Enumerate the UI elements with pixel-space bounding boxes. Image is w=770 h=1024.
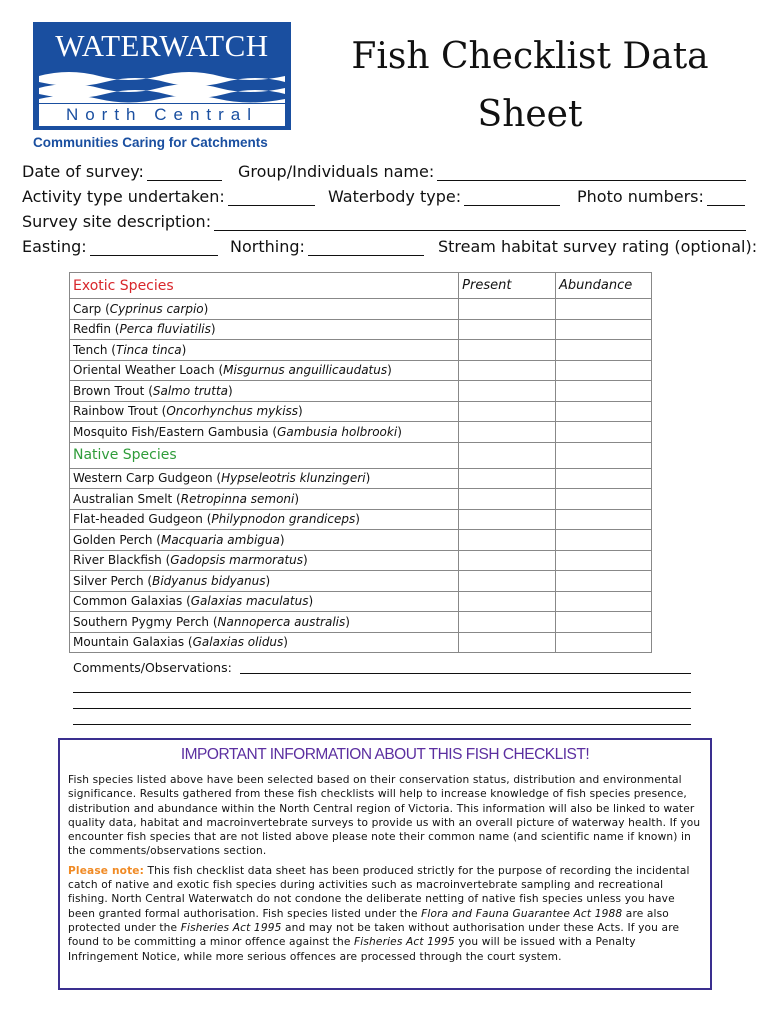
- species-name: Carp (Cyprinus carpio): [70, 299, 459, 320]
- native-heading: Native Species: [70, 442, 459, 468]
- species-row: [70, 591, 652, 612]
- waterwatch-logo: [33, 22, 291, 130]
- present-cell[interactable]: [459, 360, 556, 381]
- present-cell[interactable]: [459, 530, 556, 551]
- species-name: Mosquito Fish/Eastern Gambusia (Gambusia holbrooki): [70, 422, 459, 443]
- species-row: [70, 319, 652, 340]
- species-name: Redfin (Perca fluviatilis): [70, 319, 459, 340]
- rating-field[interactable]: [438, 237, 758, 256]
- abundance-cell[interactable]: [556, 612, 652, 633]
- present-cell[interactable]: [459, 422, 556, 443]
- abundance-cell[interactable]: [556, 550, 652, 571]
- abundance-cell[interactable]: [556, 571, 652, 592]
- group-field[interactable]: [238, 163, 746, 181]
- species-name: Tench (Tinca tinca): [70, 340, 459, 361]
- abundance-cell[interactable]: [556, 401, 652, 422]
- species-name: Oriental Weather Loach (Misgurnus anguillicaudatus): [70, 360, 459, 381]
- species-row: [70, 381, 652, 402]
- present-cell[interactable]: [459, 591, 556, 612]
- abundance-cell[interactable]: [556, 340, 652, 361]
- species-name: Flat-headed Gudgeon (Philypnodon grandiceps): [70, 509, 459, 530]
- present-cell[interactable]: [459, 509, 556, 530]
- species-table: [69, 272, 652, 653]
- title-line-2: Sheet: [477, 94, 583, 135]
- species-name: Silver Perch (Bidyanus bidyanus): [70, 571, 459, 592]
- abundance-cell[interactable]: [556, 530, 652, 551]
- site-label: Survey site description:: [22, 212, 212, 231]
- abundance-cell[interactable]: [556, 591, 652, 612]
- species-row: [70, 632, 652, 653]
- abundance-cell[interactable]: [556, 319, 652, 340]
- date-field[interactable]: [22, 163, 222, 181]
- logo-subtitle: North Central: [39, 104, 285, 126]
- info-paragraph-2: Please note: This fish checklist data sheet has been produced strictly for the purpose of recording the incidental catch of native and exotic fish species during activities such as macroinvertebrate sampling and recreational fishing. North Central Waterwatch do not condone the deliberate netting of native fish species unless you have been granted formal authorisation. Fish species listed under the Flora and Fauna Guarantee Act 1988 are also protected under the Fisheries Act 1995 and may not be taken without authorisation under these Acts. If you are found to be committing a minor offence against the Fisheries Act 1995 you will be issued with a Penalty Infringement Notice, while more serious offences are processed through the court system.: [68, 864, 690, 963]
- species-row: [70, 509, 652, 530]
- act-reference: Fisheries Act 1995: [354, 936, 455, 949]
- abundance-cell[interactable]: [556, 468, 652, 489]
- present-cell[interactable]: [459, 612, 556, 633]
- exotic-header-row: [70, 273, 652, 299]
- present-cell[interactable]: [459, 401, 556, 422]
- present-cell[interactable]: [459, 489, 556, 510]
- comments-line[interactable]: [73, 724, 691, 725]
- activity-label: Activity type undertaken:: [22, 187, 225, 206]
- title-line-1: Fish Checklist Data: [351, 36, 709, 77]
- abundance-cell[interactable]: [556, 509, 652, 530]
- date-label: Date of survey:: [22, 162, 144, 181]
- abundance-cell[interactable]: [556, 360, 652, 381]
- comments-line[interactable]: [240, 673, 691, 674]
- species-row: [70, 571, 652, 592]
- species-row: [70, 550, 652, 571]
- abundance-cell[interactable]: [556, 422, 652, 443]
- species-row: [70, 299, 652, 320]
- species-name: Australian Smelt (Retropinna semoni): [70, 489, 459, 510]
- species-name: Common Galaxias (Galaxias maculatus): [70, 591, 459, 612]
- species-name: Brown Trout (Salmo trutta): [70, 381, 459, 402]
- exotic-heading: Exotic Species: [70, 273, 459, 299]
- group-label: Group/Individuals name:: [238, 162, 435, 181]
- rating-label: Stream habitat survey rating (optional):: [438, 237, 758, 256]
- species-row: [70, 360, 652, 381]
- present-cell[interactable]: [459, 632, 556, 653]
- info-box: [58, 738, 712, 990]
- info-title: IMPORTANT INFORMATION ABOUT THIS FISH CHECKLIST!: [180, 746, 590, 763]
- northing-label: Northing:: [230, 237, 305, 256]
- abundance-cell[interactable]: [556, 299, 652, 320]
- species-row: [70, 530, 652, 551]
- species-row: [70, 489, 652, 510]
- easting-field[interactable]: [22, 238, 218, 256]
- abundance-heading: Abundance: [556, 273, 652, 299]
- present-cell[interactable]: [459, 381, 556, 402]
- act-reference: Flora and Fauna Guarantee Act 1988: [421, 907, 623, 920]
- species-name: Golden Perch (Macquaria ambigua): [70, 530, 459, 551]
- northing-field[interactable]: [230, 238, 424, 256]
- waterbody-label: Waterbody type:: [328, 187, 462, 206]
- logo-tagline: Communities Caring for Catchments: [33, 135, 268, 150]
- species-name: Mountain Galaxias (Galaxias olidus): [70, 632, 459, 653]
- species-name: River Blackfish (Gadopsis marmoratus): [70, 550, 459, 571]
- species-row: [70, 401, 652, 422]
- species-row: [70, 340, 652, 361]
- species-row: [70, 612, 652, 633]
- species-name: Rainbow Trout (Oncorhynchus mykiss): [70, 401, 459, 422]
- present-cell[interactable]: [459, 468, 556, 489]
- present-cell[interactable]: [459, 571, 556, 592]
- wave-icon: [39, 66, 285, 104]
- present-cell[interactable]: [459, 319, 556, 340]
- species-row: [70, 468, 652, 489]
- activity-field[interactable]: [22, 188, 315, 206]
- species-name: Southern Pygmy Perch (Nannoperca australis): [70, 612, 459, 633]
- site-field[interactable]: [22, 213, 746, 231]
- comments-line[interactable]: [73, 708, 691, 709]
- present-cell[interactable]: [459, 299, 556, 320]
- note-label: Please note:: [68, 864, 145, 877]
- waterbody-field[interactable]: [328, 188, 560, 206]
- info-paragraph-1: Fish species listed above have been selected based on their conservation status, distribution and environmental significance. Results gathered from these fish checklists will help to increase knowledge of fish species presence, distribution and abundance within the North Central region of Victoria. This information will also be linked to water quality data, habitat and macroinvertebrate surveys to provide us with an overall picture of waterway health. If you encounter fish species that are not listed above please note their common name (and scientific name if known) in the comments/observations section.: [68, 774, 701, 858]
- abundance-cell[interactable]: [556, 381, 652, 402]
- native-header-row: [70, 442, 652, 468]
- abundance-cell[interactable]: [556, 632, 652, 653]
- present-cell[interactable]: [459, 550, 556, 571]
- species-row: [70, 422, 652, 443]
- logo-word: WATERWATCH: [55, 28, 269, 63]
- abundance-cell[interactable]: [556, 489, 652, 510]
- present-cell[interactable]: [459, 340, 556, 361]
- comments-label: Comments/Observations:: [73, 660, 232, 675]
- easting-label: Easting:: [22, 237, 87, 256]
- photo-label: Photo numbers:: [577, 187, 704, 206]
- species-name: Western Carp Gudgeon (Hypseleotris klunzingeri): [70, 468, 459, 489]
- comments-line[interactable]: [73, 692, 691, 693]
- present-heading: Present: [459, 273, 556, 299]
- page-title: [300, 28, 760, 144]
- photo-field[interactable]: [577, 188, 745, 206]
- act-reference: Fisheries Act 1995: [180, 921, 282, 934]
